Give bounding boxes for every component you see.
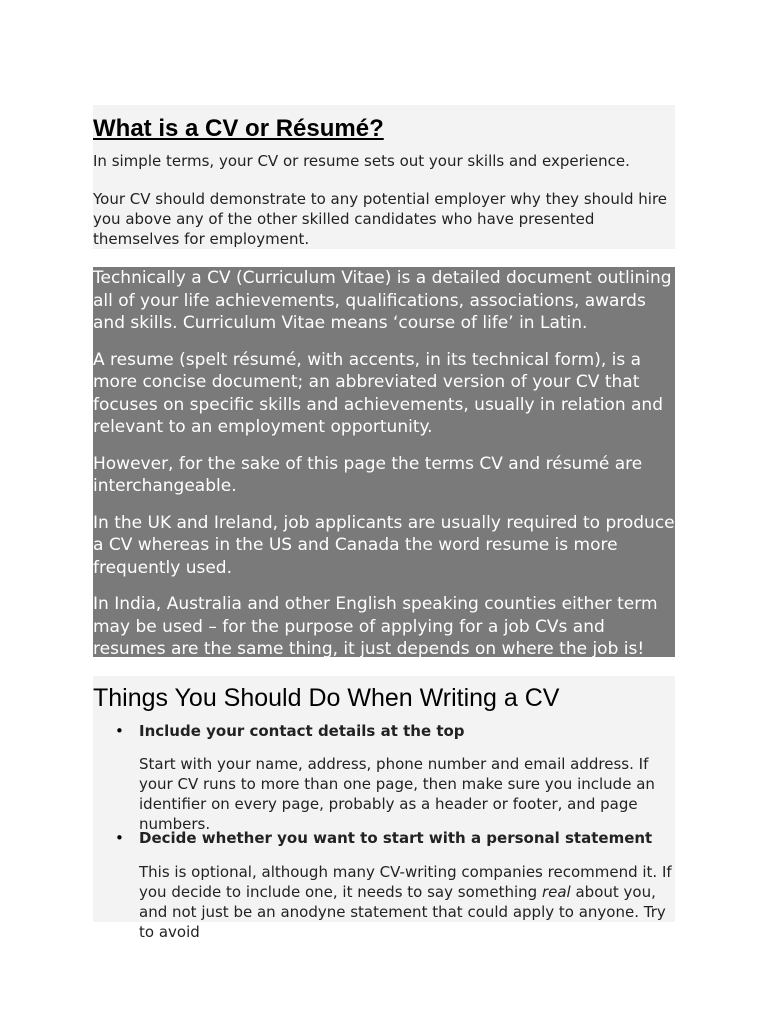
list-item-body: Start with your name, address, phone number and email address. If your CV runs to more than one page, then make sure you include an identifier on every page, probably as a header or footer, and page numbers.: [139, 755, 655, 833]
definition-paragraph-2: A resume (spelt résumé, with accents, in its technical form), is a more concise document; an abbreviated version of your CV that focuses on specific skills and achievements, usually in relation and relevant to an employment opportunity.: [93, 349, 663, 437]
definition-paragraph-5: In India, Australia and other English speaking counties either term may be used – for the purpose of applying for a job CVs and resumes are the same thing, it just depends on where the job is!: [93, 594, 658, 659]
intro-section: [93, 105, 675, 249]
definition-paragraph-1: Technically a CV (Curriculum Vitae) is a detailed document outlining all of your life achievements, qualifications, associations, awards and skills. Curriculum Vitae means ‘course of life’ in Latin.: [93, 268, 672, 333]
list-item-body-text: This is optional, although many CV-writing companies recommend it. If you decide to include one, it needs to say something: [139, 863, 672, 901]
list-item-body: [139, 862, 675, 942]
definition-paragraph-3: However, for the sake of this page the terms CV and résumé are interchangeable.: [93, 453, 643, 496]
bullet-icon: •: [115, 829, 124, 847]
todo-section: [93, 676, 675, 941]
emphasis-text: real: [541, 883, 571, 901]
list-item-title: Decide whether you want to start with a personal statement: [139, 829, 653, 847]
bullet-icon: •: [115, 722, 124, 740]
list-item-body-text: about you, and not just be an anodyne statement that could apply to anyone. Try to avoid: [139, 883, 666, 941]
definition-section: [93, 267, 675, 657]
intro-paragraph-1: In simple terms, your CV or resume sets out your skills and experience.: [93, 152, 630, 170]
definition-paragraph-4: In the UK and Ireland, job applicants are usually required to produce a CV whereas in the US and Canada the word resume is more frequently used.: [93, 512, 675, 578]
intro-paragraph-2: Your CV should demonstrate to any potential employer why they should hire you above any of the other skilled candidates who have presented themselves for employment.: [93, 190, 668, 248]
list-item-title: Include your contact details at the top: [139, 722, 465, 740]
section-heading: Things You Should Do When Writing a CV: [93, 684, 560, 712]
page-title: What is a CV or Résumé?: [93, 115, 384, 142]
